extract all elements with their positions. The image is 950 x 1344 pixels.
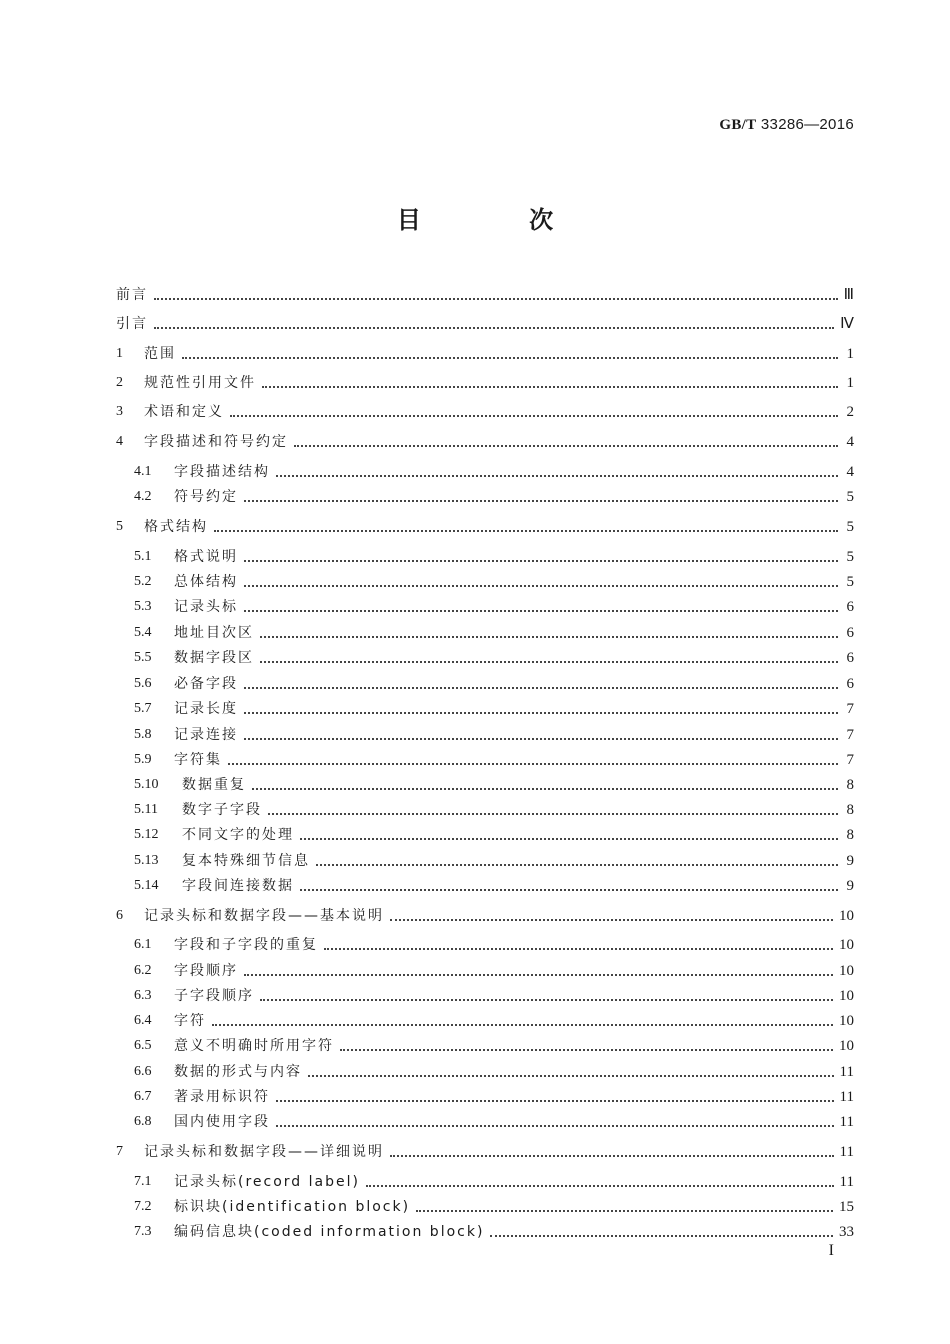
toc-entry-page: Ⅳ (840, 316, 854, 332)
toc-entry-number: 5.11 (134, 802, 158, 817)
toc-leader-dots (490, 1234, 833, 1237)
toc-entry-title: 记录头标(record label) (174, 1174, 360, 1190)
toc-entry[interactable] (116, 1139, 854, 1161)
toc-leader-dots (260, 660, 838, 663)
toc-entry-title: 子字段顺序 (174, 988, 254, 1004)
toc-entry-page: 6 (846, 599, 854, 615)
toc-leader-dots (244, 584, 838, 587)
toc-entry-page: 7 (846, 727, 854, 743)
toc-entry[interactable] (134, 484, 854, 506)
toc-entry-title: 记录头标 (174, 599, 238, 615)
toc-entry-page: 33 (839, 1224, 854, 1240)
toc-entry-number: 6.6 (134, 1064, 152, 1079)
toc-entry-number: 5.8 (134, 727, 152, 742)
toc-leader-dots (390, 918, 833, 921)
toc-leader-dots (244, 609, 838, 612)
toc-entry-title: 格式说明 (174, 549, 238, 565)
toc-entry-page: 9 (846, 878, 854, 894)
toc-leader-dots (324, 947, 833, 950)
toc-entry-page: 8 (846, 777, 854, 793)
toc-entry-number: 5.4 (134, 625, 152, 640)
toc-entry[interactable] (134, 671, 854, 693)
toc-entry-page: 4 (846, 464, 854, 480)
toc-entry-number: 5.3 (134, 599, 152, 614)
toc-entry[interactable] (134, 797, 854, 819)
toc-leader-dots (154, 297, 838, 300)
toc-entry-number: 7.2 (134, 1199, 152, 1214)
toc-entry[interactable] (134, 459, 854, 481)
toc-entry[interactable] (116, 282, 854, 304)
toc-entry[interactable] (134, 1169, 854, 1191)
toc-entry[interactable] (134, 1059, 854, 1081)
toc-entry[interactable] (134, 1084, 854, 1106)
toc-entry-title: 编码信息块(coded information block) (174, 1224, 485, 1240)
toc-entry-number: 5.2 (134, 574, 152, 589)
toc-entry-page: 5 (846, 519, 854, 535)
toc-entry-number: 6.5 (134, 1038, 152, 1053)
toc-entry-number: 6.8 (134, 1114, 152, 1129)
toc-leader-dots (252, 787, 838, 790)
toc-entry-number: 4.2 (134, 489, 152, 504)
toc-entry[interactable] (134, 747, 854, 769)
toc-leader-dots (228, 762, 838, 765)
toc-entry[interactable] (134, 594, 854, 616)
toc-entry-title: 著录用标识符 (174, 1089, 270, 1105)
toc-leader-dots (416, 1209, 833, 1212)
toc-leader-dots (276, 474, 838, 477)
toc-leader-dots (230, 414, 838, 417)
toc-entry-page: 8 (846, 802, 854, 818)
toc-entry-number: 6.4 (134, 1013, 152, 1028)
toc-entry-number: 5.5 (134, 650, 152, 665)
toc-entry-title: 术语和定义 (144, 404, 224, 420)
toc-entry[interactable] (116, 341, 854, 363)
toc-entry-number: 5.1 (134, 549, 152, 564)
toc-entry[interactable] (134, 620, 854, 642)
toc-entry-number: 5.9 (134, 752, 152, 767)
toc-leader-dots (214, 529, 838, 532)
toc-entry-page: 2 (846, 404, 854, 420)
toc-leader-dots (300, 888, 838, 891)
toc-entry-page: 9 (846, 853, 854, 869)
toc-entry-title: 符号约定 (174, 489, 238, 505)
toc-entry-number: 7.1 (134, 1174, 152, 1189)
toc-entry-title: 字符 (174, 1013, 206, 1029)
toc-entry[interactable] (134, 822, 854, 844)
toc-entry-page: 6 (846, 650, 854, 666)
toc-entry[interactable] (116, 311, 854, 333)
toc-entry-page: 1 (846, 346, 854, 362)
toc-entry-page: 5 (846, 574, 854, 590)
toc-entry-title: 必备字段 (174, 676, 238, 692)
toc-entry-title: 前言 (116, 287, 148, 303)
toc-leader-dots (260, 998, 833, 1001)
toc-entry-number: 1 (116, 346, 123, 361)
toc-entry[interactable] (134, 1109, 854, 1131)
toc-entry-number: 5 (116, 519, 123, 534)
toc-entry-title: 字段描述结构 (174, 464, 270, 480)
toc-entry-number: 4.1 (134, 464, 152, 479)
toc-entry-page: 10 (839, 963, 854, 979)
toc-entry[interactable] (116, 514, 854, 536)
toc-entry-title: 格式结构 (144, 519, 208, 535)
toc-entry-title: 字段和子字段的重复 (174, 937, 318, 953)
toc-entry-page: 4 (846, 434, 854, 450)
toc-entry-title: 范围 (144, 346, 176, 362)
toc-entry-title: 字符集 (174, 752, 222, 768)
toc-entry[interactable] (134, 696, 854, 718)
toc-leader-dots (182, 356, 838, 359)
toc-entry[interactable] (116, 370, 854, 392)
toc-leader-dots (300, 837, 838, 840)
toc-entry-number: 6.2 (134, 963, 152, 978)
toc-entry-number: 5.7 (134, 701, 152, 716)
toc-entry-title: 记录长度 (174, 701, 238, 717)
toc-entry-page: 7 (846, 752, 854, 768)
toc-entry-page: 1 (846, 375, 854, 391)
toc-leader-dots (244, 711, 838, 714)
toc-entry-title: 不同文字的处理 (182, 827, 294, 843)
toc-entry-page: 5 (846, 489, 854, 505)
toc-entry-title: 数据的形式与内容 (174, 1064, 302, 1080)
toc-entry-page: 6 (846, 625, 854, 641)
toc-leader-dots (244, 737, 838, 740)
toc-entry-page: 15 (839, 1199, 854, 1215)
footer-page-number: I (828, 1242, 834, 1259)
toc-entry-number: 5.10 (134, 777, 159, 792)
toc-entry[interactable] (134, 569, 854, 591)
toc-entry-number: 6.1 (134, 937, 152, 952)
toc-leader-dots (316, 863, 838, 866)
toc-entry-page: 10 (839, 937, 854, 953)
toc-entry[interactable] (134, 1033, 854, 1055)
toc-entry-page: 11 (839, 1089, 854, 1105)
toc-leader-dots (276, 1099, 834, 1102)
toc-entry-page: 11 (839, 1144, 854, 1160)
toc-entry-title: 意义不明确时所用字符 (174, 1038, 334, 1054)
toc-entry-title: 字段间连接数据 (182, 878, 294, 894)
toc-leader-dots (390, 1154, 834, 1157)
toc-entry-title: 数据重复 (182, 777, 246, 793)
toc-entry-number: 3 (116, 404, 123, 419)
toc-leader-dots (244, 559, 838, 562)
toc-entry-page: Ⅲ (843, 287, 854, 303)
toc-leader-dots (154, 326, 834, 329)
toc-entry-number: 5.13 (134, 853, 159, 868)
toc-entry-number: 2 (116, 375, 123, 390)
toc-entry-title: 字段描述和符号约定 (144, 434, 288, 450)
toc-entry-title: 国内使用字段 (174, 1114, 270, 1130)
toc-entry[interactable] (116, 399, 854, 421)
toc-entry-title: 记录连接 (174, 727, 238, 743)
toc-entry[interactable] (134, 772, 854, 794)
toc-entry-number: 7 (116, 1144, 123, 1159)
standard-prefix: GB/T (719, 117, 757, 133)
page-title: 目 次 (396, 206, 604, 234)
standard-number (719, 116, 854, 134)
toc-entry-page: 6 (846, 676, 854, 692)
toc-entry[interactable] (134, 983, 854, 1005)
toc-leader-dots (244, 686, 838, 689)
toc-entry-title: 地址目次区 (174, 625, 254, 641)
toc-entry-number: 5.12 (134, 827, 159, 842)
toc-entry-title: 数字子字段 (182, 802, 262, 818)
toc-entry[interactable] (134, 932, 854, 954)
toc-entry-title: 字段顺序 (174, 963, 238, 979)
toc-leader-dots (212, 1023, 833, 1026)
toc-leader-dots (244, 973, 833, 976)
toc-leader-dots (262, 385, 838, 388)
toc-entry-number: 5.6 (134, 676, 152, 691)
toc-leader-dots (260, 635, 838, 638)
toc-entry-page: 5 (846, 549, 854, 565)
toc-entry-title: 记录头标和数据字段——基本说明 (144, 908, 384, 924)
toc-entry-number: 4 (116, 434, 123, 449)
toc-entry[interactable] (116, 903, 854, 925)
toc-entry-number: 7.3 (134, 1224, 152, 1239)
toc-entry-page: 11 (839, 1064, 854, 1080)
toc-entry-number: 6 (116, 908, 123, 923)
toc-entry-page: 11 (839, 1174, 854, 1190)
toc-leader-dots (294, 444, 838, 447)
toc-entry-title: 引言 (116, 316, 148, 332)
toc-entry[interactable] (134, 1194, 854, 1216)
toc-entry-title: 记录头标和数据字段——详细说明 (144, 1144, 384, 1160)
toc-entry-number: 5.14 (134, 878, 159, 893)
toc-entry[interactable] (134, 645, 854, 667)
toc-entry-page: 11 (839, 1114, 854, 1130)
toc-entry-page: 7 (846, 701, 854, 717)
toc-entry-number: 6.7 (134, 1089, 152, 1104)
toc-entry-page: 10 (839, 1038, 854, 1054)
toc-entry-page: 10 (839, 1013, 854, 1029)
toc-entry-title: 数据字段区 (174, 650, 254, 666)
toc-entry[interactable] (134, 1219, 854, 1241)
toc-entry[interactable] (134, 873, 854, 895)
toc-leader-dots (276, 1124, 834, 1127)
toc-entry-number: 6.3 (134, 988, 152, 1003)
toc-entry[interactable] (134, 1008, 854, 1030)
toc-entry-title: 总体结构 (174, 574, 238, 590)
toc-entry[interactable] (134, 958, 854, 980)
toc-leader-dots (244, 499, 838, 502)
standard-code: 33286—2016 (760, 116, 854, 133)
toc-entry-page: 10 (839, 908, 854, 924)
toc-leader-dots (308, 1074, 834, 1077)
toc-entry-page: 8 (846, 827, 854, 843)
toc-entry-page: 10 (839, 988, 854, 1004)
toc-entry[interactable] (134, 544, 854, 566)
toc-entry-title: 复本特殊细节信息 (182, 853, 310, 869)
toc-entry[interactable] (134, 722, 854, 744)
toc-entry-title: 标识块(identification block) (174, 1199, 411, 1215)
toc-entry-title: 规范性引用文件 (144, 375, 256, 391)
toc-leader-dots (366, 1184, 834, 1187)
toc-entry[interactable] (134, 848, 854, 870)
toc-leader-dots (340, 1048, 833, 1051)
toc-leader-dots (268, 812, 838, 815)
toc-entry[interactable] (116, 429, 854, 451)
